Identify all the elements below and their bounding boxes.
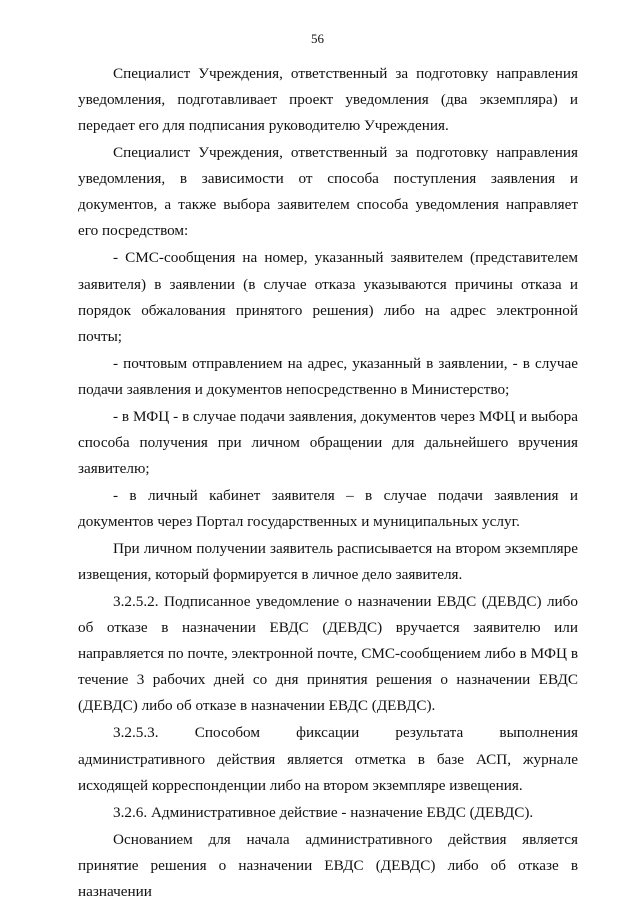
paragraph-personal-receipt: При личном получении заявитель расписывается на втором экземпляре извещения, который формируется в личное дело заявителя. (78, 540, 578, 584)
list-item-personal-account: - в личный кабинет заявителя – в случае подачи заявления и документов через Портал государственных и муниципальных услуг. (78, 486, 578, 531)
paragraph-3-2-5-3: 3.2.5.3. Способом фиксации результата выполнения административного действия является отметка в базе АСП, журнале исходящей корреспонденции либо на втором экземпляре извещения. (78, 724, 578, 794)
list-item-mfc: - в МФЦ - в случае подачи заявления, документов через МФЦ и выбора способа получения при личном обращении для дальнейшего вручения заявителю; (78, 407, 578, 477)
paragraph-3-2-6: 3.2.6. Административное действие - назначение ЕВДС (ДЕВДС). (113, 803, 534, 821)
paragraph-notification-methods: Специалист Учреждения, ответственный за подготовку направления уведомления, в зависимости от способа поступления заявления и документов, а также выбора заявителем способа уведомления направляет его посредством: (78, 144, 578, 240)
page-number: 56 (311, 31, 324, 46)
document-body (78, 61, 578, 905)
paragraph-preparation: Специалист Учреждения, ответственный за подготовку направления уведомления, подготавливает проект уведомления (два экземпляра) и передает его для подписания руководителю Учреждения. (78, 65, 578, 135)
list-item-sms: - СМС-сообщения на номер, указанный заявителем (представителем заявителя) в заявлении (в случае отказа указываются причины отказа и порядок обжалования принятого решения) либо на адрес электронной почты; (78, 249, 578, 345)
paragraph-basis: Основанием для начала административного действия является принятие решения о назначении ЕВДС (ДЕВДС) либо об отказе в назначении (78, 830, 578, 900)
paragraph-3-2-5-2: 3.2.5.2. Подписанное уведомление о назначении ЕВДС (ДЕВДС) либо об отказе в назначении ЕВДС (ДЕВДС) вручается заявителю или направляется по почте, электронной почте, СМС-сообщением либо в МФЦ в течение 3 рабочих дней со дня принятия решения о назначении ЕВДС (ДЕВДС) либо об отказе в назначении ЕВДС (ДЕВДС). (78, 593, 578, 715)
list-item-post: - почтовым отправлением на адрес, указанный в заявлении, - в случае подачи заявления и документов непосредственно в Министерство; (78, 354, 578, 398)
